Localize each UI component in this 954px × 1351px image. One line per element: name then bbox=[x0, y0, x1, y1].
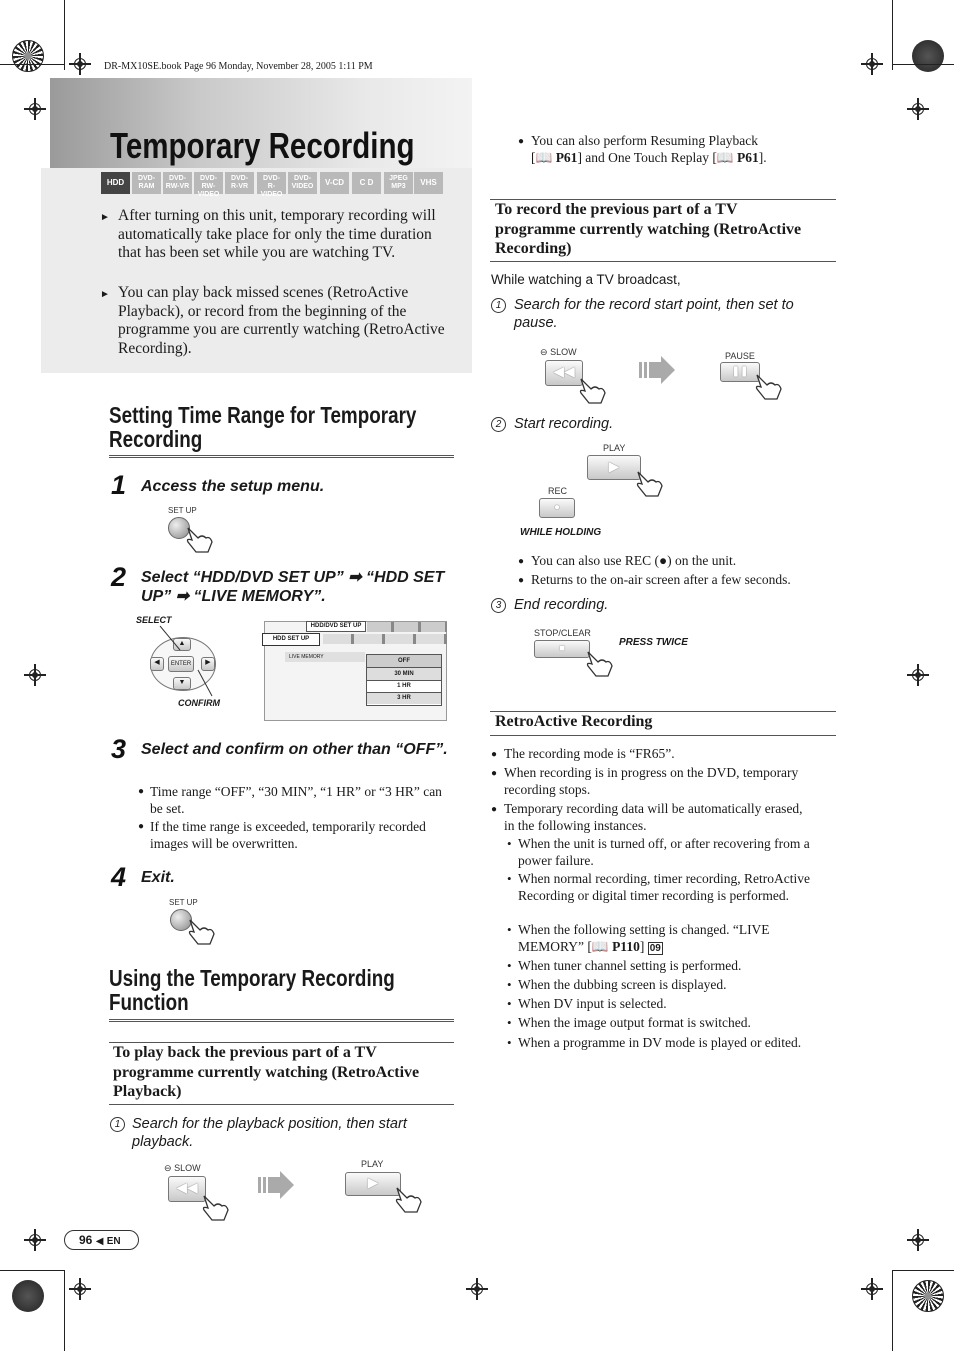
bullet-text: Returns to the on-air screen after a few seconds. bbox=[531, 572, 791, 587]
intro-bullet: After turning on this unit, temporary recording will automatically take place for only the time duration that has been set while you are watching TV. bbox=[118, 207, 436, 261]
ref-page: P110 bbox=[612, 938, 640, 954]
arrow-right-icon bbox=[258, 1171, 294, 1199]
sub-bullet: • bbox=[507, 871, 512, 886]
corner-mark-tl bbox=[12, 40, 44, 72]
disc-tag bbox=[101, 172, 130, 194]
bullet-arrow-icon: ► bbox=[100, 212, 110, 223]
stop-clear-label: STOP/CLEAR bbox=[534, 628, 591, 638]
bullet-dot: ● bbox=[518, 556, 525, 567]
rec-label: REC bbox=[548, 486, 568, 496]
minus-circle-icon: ⊖ bbox=[540, 347, 548, 357]
arrow-left-icon: ◀ bbox=[95, 1236, 104, 1247]
slow-rewind-button[interactable]: ◀◀ bbox=[545, 360, 583, 386]
down-button[interactable]: ▼ bbox=[173, 677, 191, 690]
bullet-text: Temporary recording data will be automatically erased, in the following instances. bbox=[504, 801, 803, 833]
confirm-label: CONFIRM bbox=[178, 698, 220, 708]
bullet-text: The recording mode is “FR65”. bbox=[504, 746, 675, 761]
print-header-meta: DR-MX10SE.book Page 96 Monday, November 28, 2005 1:11 PM bbox=[104, 61, 373, 72]
subsection-title: To play back the previous part of a TV programme currently watching (RetroActive Playback) bbox=[113, 1044, 420, 1100]
disc-tag-line2: RW-VR bbox=[165, 183, 190, 190]
ref-page: P61 bbox=[737, 149, 759, 165]
enter-button[interactable]: ENTER bbox=[168, 656, 194, 672]
disc-tag-line2: RW-VIDEO bbox=[197, 183, 220, 198]
sub-bullet: • bbox=[507, 977, 512, 992]
play-label: PLAY bbox=[361, 1159, 384, 1169]
registration-mark bbox=[69, 53, 91, 75]
setup-label: SET UP bbox=[169, 898, 198, 907]
circled-number: 1 bbox=[110, 1117, 125, 1132]
step-text: Exit. bbox=[141, 869, 175, 886]
registration-mark bbox=[907, 664, 929, 686]
book-icon: 📖 bbox=[591, 938, 609, 954]
registration-mark bbox=[24, 1229, 46, 1251]
left-button[interactable]: ◀ bbox=[150, 657, 164, 671]
play-button[interactable]: ▶ bbox=[345, 1172, 401, 1196]
slow-label bbox=[164, 1163, 201, 1174]
registration-mark bbox=[466, 1278, 488, 1300]
menu-options[interactable] bbox=[366, 654, 442, 706]
sub-bullet-text: When the unit is turned off, or after recovering from a power failure. bbox=[518, 836, 810, 868]
disc-tag-line2: VIDEO bbox=[291, 183, 314, 190]
bullet-dot: ● bbox=[518, 575, 525, 586]
stop-clear-button[interactable]: ■ bbox=[534, 640, 590, 658]
ref-bracket-close: ]. bbox=[758, 149, 767, 165]
registration-mark bbox=[861, 1278, 883, 1300]
disc-tag-line1: DVD- bbox=[168, 175, 187, 182]
step-number: 2 bbox=[111, 562, 127, 592]
section-title: Using the Temporary Recording Function bbox=[109, 965, 395, 1015]
bullet-dot: ● bbox=[138, 786, 145, 797]
section-rule bbox=[109, 455, 454, 458]
registration-mark bbox=[69, 1278, 91, 1300]
substep-text: End recording. bbox=[514, 597, 609, 613]
step-number: 4 bbox=[111, 862, 127, 892]
intro-text: While watching a TV broadcast, bbox=[491, 272, 681, 287]
disc-tag bbox=[257, 172, 286, 198]
registration-mark bbox=[907, 98, 929, 120]
disc-tag-line1: V-CD bbox=[324, 178, 345, 187]
sub-bullet-text: When the dubbing screen is displayed. bbox=[518, 977, 727, 992]
ref-middle: ] and One Touch Replay [ bbox=[577, 149, 717, 165]
subsection-rule bbox=[490, 261, 836, 262]
pause-button[interactable]: ❚❚ bbox=[720, 362, 760, 382]
right-button[interactable]: ▶ bbox=[201, 657, 215, 671]
step-text: Select and confirm on other than “OFF”. bbox=[141, 741, 448, 758]
circled-number: 2 bbox=[491, 417, 506, 432]
registration-mark bbox=[24, 98, 46, 120]
bullet-text: If the time range is exceeded, temporarily recorded images will be overwritten. bbox=[150, 819, 426, 851]
note-text: You can also perform Resuming Playback bbox=[531, 133, 758, 148]
disc-tag-line1: JPEG bbox=[389, 175, 408, 182]
step-text: Select “HDD/DVD SET UP” ➡ “HDD SET UP” ➡ “LIVE MEMORY”. bbox=[141, 569, 445, 605]
sub-bullet-main: When the following setting is changed. “LIVE MEMORY” [ bbox=[518, 922, 770, 954]
sub-bullet: • bbox=[507, 996, 512, 1011]
pointing-hand-icon bbox=[577, 373, 609, 405]
setup-label: SET UP bbox=[168, 506, 197, 515]
circled-number: 1 bbox=[491, 298, 506, 313]
pointing-hand-icon bbox=[184, 522, 216, 554]
pointing-hand-icon bbox=[200, 1190, 232, 1222]
disc-tag bbox=[320, 172, 349, 194]
disc-tag bbox=[194, 172, 223, 198]
corner-mark-tr bbox=[912, 40, 944, 72]
sub-bullet-text: When DV input is selected. bbox=[518, 996, 667, 1011]
menu-tab: HDD/DVD SET UP bbox=[306, 621, 366, 632]
bullet-dot: ● bbox=[138, 821, 145, 832]
disc-tag-line2: MP3 bbox=[391, 183, 406, 190]
sub-bullet-text: When a programme in DV mode is played or edited. bbox=[518, 1035, 802, 1050]
slow-label-text: SLOW bbox=[174, 1163, 201, 1173]
bullet-dot: ● bbox=[491, 804, 498, 815]
sub-bullet-text: When the image output format is switched. bbox=[518, 1015, 751, 1030]
sub-bullet: • bbox=[507, 958, 512, 973]
crop-line bbox=[892, 64, 954, 65]
page-number: 96 bbox=[79, 1233, 93, 1247]
slow-label bbox=[540, 347, 577, 358]
disc-tag bbox=[132, 172, 161, 194]
callout-lines bbox=[140, 620, 230, 700]
crop-line bbox=[64, 0, 65, 70]
pause-label: PAUSE bbox=[725, 351, 755, 361]
menu-option[interactable]: 3 HR bbox=[367, 693, 441, 704]
sub-bullet-text: When tuner channel setting is performed. bbox=[518, 958, 742, 973]
crop-line bbox=[892, 1270, 893, 1351]
disc-tag-line1: C D bbox=[359, 178, 374, 187]
crop-line bbox=[0, 64, 64, 65]
corner-mark-br bbox=[912, 1280, 944, 1312]
bullet-dot: ● bbox=[518, 136, 525, 147]
registration-mark bbox=[907, 1229, 929, 1251]
subsection-title: RetroActive Recording bbox=[495, 713, 653, 730]
pointing-hand-icon bbox=[584, 646, 616, 678]
subsection-rule bbox=[490, 735, 836, 736]
pointing-hand-icon bbox=[186, 914, 218, 946]
menu-sub-bar bbox=[323, 634, 447, 644]
crop-line bbox=[892, 0, 893, 70]
menu-sub: HDD SET UP bbox=[262, 633, 320, 646]
registration-mark bbox=[861, 53, 883, 75]
select-label: SELECT bbox=[136, 615, 172, 625]
play-label: PLAY bbox=[603, 443, 626, 453]
disc-tag bbox=[288, 172, 317, 194]
step-number: 1 bbox=[111, 470, 127, 500]
subsection-rule bbox=[109, 1104, 454, 1105]
substep-text: Start recording. bbox=[514, 416, 614, 432]
play-button[interactable]: ▶ bbox=[587, 455, 641, 480]
registration-mark bbox=[24, 664, 46, 686]
crop-line bbox=[64, 1270, 65, 1351]
ref-bracket-close: ] bbox=[639, 938, 645, 954]
disc-tag-line2: RAM bbox=[138, 183, 155, 190]
arrow-right-icon bbox=[639, 356, 675, 384]
disc-tag-line1: HDD bbox=[106, 178, 125, 187]
sub-bullet: • bbox=[507, 836, 512, 851]
rec-button[interactable]: ● bbox=[539, 498, 575, 518]
corner-mark-bl bbox=[12, 1280, 44, 1312]
slow-label-text: SLOW bbox=[550, 347, 577, 357]
slow-rewind-button[interactable]: ◀◀ bbox=[168, 1176, 206, 1202]
crop-line bbox=[892, 1270, 954, 1271]
ref-number-badge: 09 bbox=[649, 942, 661, 954]
minus-circle-icon: ⊖ bbox=[164, 1163, 172, 1173]
substep-text: Search for the playback position, then start playback. bbox=[132, 1116, 407, 1150]
step-text: Access the setup menu. bbox=[141, 478, 325, 495]
sub-bullet-text bbox=[518, 922, 818, 957]
sub-bullet: • bbox=[507, 1035, 512, 1050]
section-title: Setting Time Range for Temporary Recording bbox=[109, 402, 417, 452]
menu-tab-bar bbox=[367, 622, 447, 632]
press-twice-label: PRESS TWICE bbox=[619, 637, 688, 648]
sub-bullet: • bbox=[507, 922, 512, 937]
pointing-hand-icon bbox=[753, 369, 785, 401]
disc-tag-line1: VHS bbox=[420, 178, 437, 187]
intro-bullet: You can play back missed scenes (RetroActive Playback), or record from the beginning of the programme you are currently watching (RetroActive Recording). bbox=[118, 284, 445, 357]
step-number: 3 bbox=[111, 734, 127, 764]
menu-screen bbox=[264, 621, 447, 721]
disc-tag-line1: DVD- bbox=[230, 175, 249, 182]
while-holding-label: WHILE HOLDING bbox=[520, 527, 602, 538]
menu-option[interactable]: OFF bbox=[367, 655, 441, 668]
disc-tag-line1: DVD- bbox=[293, 175, 312, 182]
disc-tag-line2: R-VR bbox=[230, 183, 249, 190]
bullet-arrow-icon: ► bbox=[100, 289, 110, 300]
menu-row: LIVE MEMORY bbox=[285, 652, 365, 662]
section-rule bbox=[109, 1019, 454, 1022]
menu-option[interactable]: 30 MIN bbox=[367, 668, 441, 681]
disc-tag bbox=[384, 172, 413, 194]
disc-tag-line2: R-VIDEO bbox=[260, 183, 283, 198]
subsection-title: To record the previous part of a TV programme currently watching (RetroActive Recording) bbox=[495, 201, 802, 257]
up-button[interactable]: ▲ bbox=[173, 638, 191, 651]
language-label: EN bbox=[106, 1236, 121, 1247]
bullet-text: Time range “OFF”, “30 MIN”, “1 HR” or “3 HR” can be set. bbox=[150, 784, 442, 816]
book-icon: 📖 bbox=[535, 149, 553, 165]
pointing-hand-icon bbox=[634, 466, 666, 498]
circled-number: 3 bbox=[491, 598, 506, 613]
disc-tag-line1: DVD- bbox=[137, 175, 156, 182]
menu-option[interactable]: 1 HR bbox=[367, 681, 441, 693]
disc-tag-line1: DVD- bbox=[262, 175, 281, 182]
disc-tag bbox=[225, 172, 254, 194]
ref-page: P61 bbox=[555, 149, 578, 165]
page-title: Temporary Recording bbox=[110, 125, 415, 166]
substep-text: Search for the record start point, then set to pause. bbox=[514, 297, 794, 331]
disc-tag bbox=[414, 172, 443, 194]
bullet-text: You can also use REC (●) on the unit. bbox=[531, 553, 737, 568]
bullet-text bbox=[531, 133, 831, 166]
sub-bullet-text: When normal recording, timer recording, RetroActive Recording or digital timer recording is performed. bbox=[518, 871, 811, 903]
ref-bracket-open: [ bbox=[531, 149, 536, 165]
bullet-dot: ● bbox=[491, 749, 498, 760]
page-number-badge bbox=[64, 1230, 139, 1250]
bullet-dot: ● bbox=[491, 768, 498, 779]
book-icon: 📖 bbox=[716, 149, 734, 165]
disc-tag-line1: DVD- bbox=[199, 175, 218, 182]
pointing-hand-icon bbox=[393, 1182, 425, 1214]
disc-tag bbox=[163, 172, 192, 194]
disc-tag bbox=[352, 172, 381, 194]
sub-bullet: • bbox=[507, 1015, 512, 1030]
bullet-text: When recording is in progress on the DVD, temporary recording stops. bbox=[504, 765, 799, 797]
crop-line bbox=[0, 1270, 64, 1271]
